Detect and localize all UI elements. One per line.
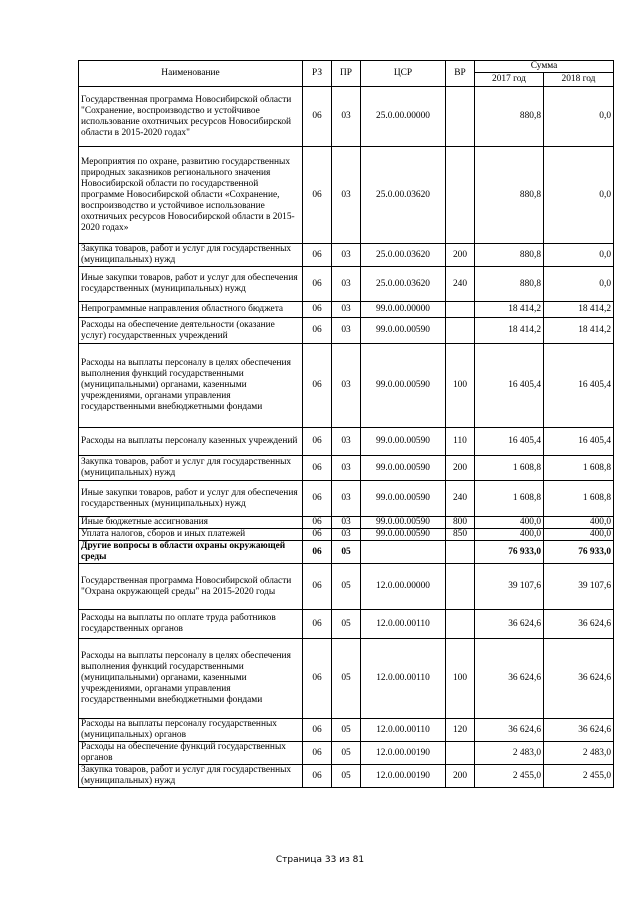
row-csr: 12.0.00.00110 [361,610,446,639]
row-rz: 06 [303,344,332,428]
table-row [79,344,614,428]
row-pr: 05 [332,541,361,564]
header-csr: ЦСР [361,61,446,87]
row-csr: 12.0.00.00190 [361,765,446,788]
row-vr [446,610,475,639]
row-sum-2018: 36 624,6 [544,639,614,719]
row-vr [446,541,475,564]
row-name: Другие вопросы в области охраны окружающей среды [79,541,303,564]
row-sum-2017: 76 933,0 [475,541,544,564]
row-sum-2018: 2 483,0 [544,742,614,765]
table-row [79,302,614,318]
row-sum-2017: 39 107,6 [475,564,544,610]
row-pr: 05 [332,719,361,742]
row-pr: 03 [332,147,361,244]
row-vr [446,302,475,318]
row-sum-2017: 1 608,8 [475,481,544,517]
row-csr: 99.0.00.00590 [361,318,446,344]
row-pr: 03 [332,244,361,267]
row-csr: 99.0.00.00590 [361,456,446,481]
row-pr: 05 [332,610,361,639]
table-row [79,244,614,267]
row-sum-2017: 18 414,2 [475,318,544,344]
row-rz: 06 [303,481,332,517]
row-name: Расходы на обеспечение функций государственных органов [79,742,303,765]
row-csr: 99.0.00.00590 [361,529,446,541]
row-name: Расходы на выплаты персоналу в целях обеспечения выполнения функций государственными (муниципальными) органами, казенными учреждениями, органами управления государственными внебюджетными фондами [79,639,303,719]
row-name: Уплата налогов, сборов и иных платежей [79,529,303,541]
header-rz: РЗ [303,61,332,87]
row-sum-2018: 2 455,0 [544,765,614,788]
row-rz: 06 [303,428,332,456]
table-row [79,610,614,639]
row-rz: 06 [303,541,332,564]
row-sum-2017: 2 455,0 [475,765,544,788]
row-rz: 06 [303,244,332,267]
row-sum-2018: 18 414,2 [544,302,614,318]
row-sum-2018: 400,0 [544,529,614,541]
row-csr: 99.0.00.00590 [361,428,446,456]
row-name: Иные бюджетные ассигнования [79,517,303,529]
row-name: Государственная программа Новосибирской области "Охрана окружающей среды" на 2015-2020 годы [79,564,303,610]
row-rz: 06 [303,719,332,742]
row-name: Мероприятия по охране, развитию государственных природных заказников регионального значения Новосибирской области по государственной программе Новосибирской области «Сохранение, воспроизводство и устойчивое использование охотничьих ресурсов Новосибирской области в 2015-2020 годах» [79,147,303,244]
row-rz: 06 [303,87,332,147]
row-csr: 25.0.00.00000 [361,87,446,147]
row-vr: 240 [446,267,475,302]
table-row [79,267,614,302]
row-vr [446,564,475,610]
table-row [79,765,614,788]
row-name: Расходы на обеспечение деятельности (оказание услуг) государственных учреждений [79,318,303,344]
table-body [79,87,614,788]
row-sum-2018: 76 933,0 [544,541,614,564]
row-pr: 03 [332,517,361,529]
row-sum-2018: 0,0 [544,267,614,302]
table-row [79,639,614,719]
row-csr: 25.0.00.03620 [361,244,446,267]
row-sum-2017: 880,8 [475,147,544,244]
row-name: Закупка товаров, работ и услуг для государственных (муниципальных) нужд [79,244,303,267]
row-vr [446,87,475,147]
table-row [79,481,614,517]
budget-table [78,60,614,788]
row-vr: 100 [446,639,475,719]
row-pr: 03 [332,481,361,517]
row-vr: 200 [446,765,475,788]
row-pr: 03 [332,87,361,147]
row-pr: 03 [332,529,361,541]
table-row [79,541,614,564]
row-csr: 12.0.00.00110 [361,719,446,742]
row-name: Расходы на выплаты персоналу в целях обеспечения выполнения функций государственными (муниципальными) органами, казенными учреждениями, органами управления государственными внебюджетными фондами [79,344,303,428]
row-sum-2018: 1 608,8 [544,481,614,517]
row-sum-2018: 1 608,8 [544,456,614,481]
row-name: Закупка товаров, работ и услуг для государственных (муниципальных) нужд [79,456,303,481]
row-name: Иные закупки товаров, работ и услуг для обеспечения государственных (муниципальных) нужд [79,481,303,517]
row-csr [361,541,446,564]
row-csr: 12.0.00.00000 [361,564,446,610]
table-row [79,517,614,529]
row-vr: 850 [446,529,475,541]
row-sum-2017: 36 624,6 [475,719,544,742]
row-sum-2018: 0,0 [544,147,614,244]
row-pr: 05 [332,742,361,765]
row-vr: 120 [446,719,475,742]
row-rz: 06 [303,564,332,610]
row-csr: 99.0.00.00000 [361,302,446,318]
table-row [79,87,614,147]
table-row [79,318,614,344]
header-pr: ПР [332,61,361,87]
row-name: Закупка товаров, работ и услуг для государственных (муниципальных) нужд [79,765,303,788]
row-sum-2017: 16 405,4 [475,428,544,456]
header-year-2018: 2018 год [544,73,614,87]
row-rz: 06 [303,147,332,244]
row-csr: 25.0.00.03620 [361,267,446,302]
row-name: Расходы на выплаты персоналу казенных учреждений [79,428,303,456]
row-csr: 99.0.00.00590 [361,517,446,529]
row-sum-2018: 18 414,2 [544,318,614,344]
header-vr: ВР [446,61,475,87]
row-csr: 99.0.00.00590 [361,481,446,517]
table-row [79,147,614,244]
row-sum-2017: 880,8 [475,267,544,302]
row-pr: 03 [332,456,361,481]
row-sum-2017: 16 405,4 [475,344,544,428]
row-rz: 06 [303,765,332,788]
row-sum-2018: 0,0 [544,244,614,267]
row-pr: 05 [332,564,361,610]
row-sum-2018: 400,0 [544,517,614,529]
row-rz: 06 [303,529,332,541]
row-name: Непрограммные направления областного бюджета [79,302,303,318]
row-pr: 03 [332,267,361,302]
row-vr: 110 [446,428,475,456]
header-name: Наименование [79,61,303,87]
row-name: Расходы на выплаты персоналу государственных (муниципальных) органов [79,719,303,742]
row-rz: 06 [303,267,332,302]
row-rz: 06 [303,742,332,765]
row-rz: 06 [303,610,332,639]
row-rz: 06 [303,302,332,318]
row-pr: 03 [332,428,361,456]
row-sum-2017: 400,0 [475,517,544,529]
row-sum-2018: 39 107,6 [544,564,614,610]
row-vr [446,147,475,244]
row-sum-2017: 400,0 [475,529,544,541]
header-sum: Сумма [475,61,614,73]
row-csr: 12.0.00.00110 [361,639,446,719]
row-sum-2018: 16 405,4 [544,344,614,428]
row-sum-2018: 36 624,6 [544,610,614,639]
row-csr: 25.0.00.03620 [361,147,446,244]
row-vr: 240 [446,481,475,517]
row-sum-2017: 2 483,0 [475,742,544,765]
row-sum-2018: 16 405,4 [544,428,614,456]
row-sum-2017: 880,8 [475,244,544,267]
row-pr: 05 [332,639,361,719]
row-name: Иные закупки товаров, работ и услуг для обеспечения государственных (муниципальных) нужд [79,267,303,302]
row-csr: 12.0.00.00190 [361,742,446,765]
row-sum-2018: 36 624,6 [544,719,614,742]
page-number: Страница 33 из 81 [275,855,365,865]
table-row [79,719,614,742]
row-csr: 99.0.00.00590 [361,344,446,428]
row-rz: 06 [303,517,332,529]
row-pr: 03 [332,318,361,344]
header-year-2017: 2017 год [475,73,544,87]
row-sum-2017: 1 608,8 [475,456,544,481]
row-sum-2017: 36 624,6 [475,639,544,719]
row-sum-2017: 880,8 [475,87,544,147]
row-vr: 200 [446,456,475,481]
row-vr [446,318,475,344]
row-rz: 06 [303,639,332,719]
row-vr: 800 [446,517,475,529]
row-vr: 100 [446,344,475,428]
table-row [79,564,614,610]
row-vr [446,742,475,765]
row-rz: 06 [303,456,332,481]
row-pr: 05 [332,765,361,788]
row-pr: 03 [332,344,361,428]
table-row [79,456,614,481]
table-row [79,742,614,765]
table-row [79,529,614,541]
row-name: Расходы на выплаты по оплате труда работников государственных органов [79,610,303,639]
row-name: Государственная программа Новосибирской области "Сохранение, воспроизводство и устойчивое использование охотничьих ресурсов Новосибирской области в 2015-2020 годах" [79,87,303,147]
row-pr: 03 [332,302,361,318]
row-rz: 06 [303,318,332,344]
table-row [79,428,614,456]
row-sum-2017: 18 414,2 [475,302,544,318]
row-sum-2018: 0,0 [544,87,614,147]
row-sum-2017: 36 624,6 [475,610,544,639]
row-vr: 200 [446,244,475,267]
